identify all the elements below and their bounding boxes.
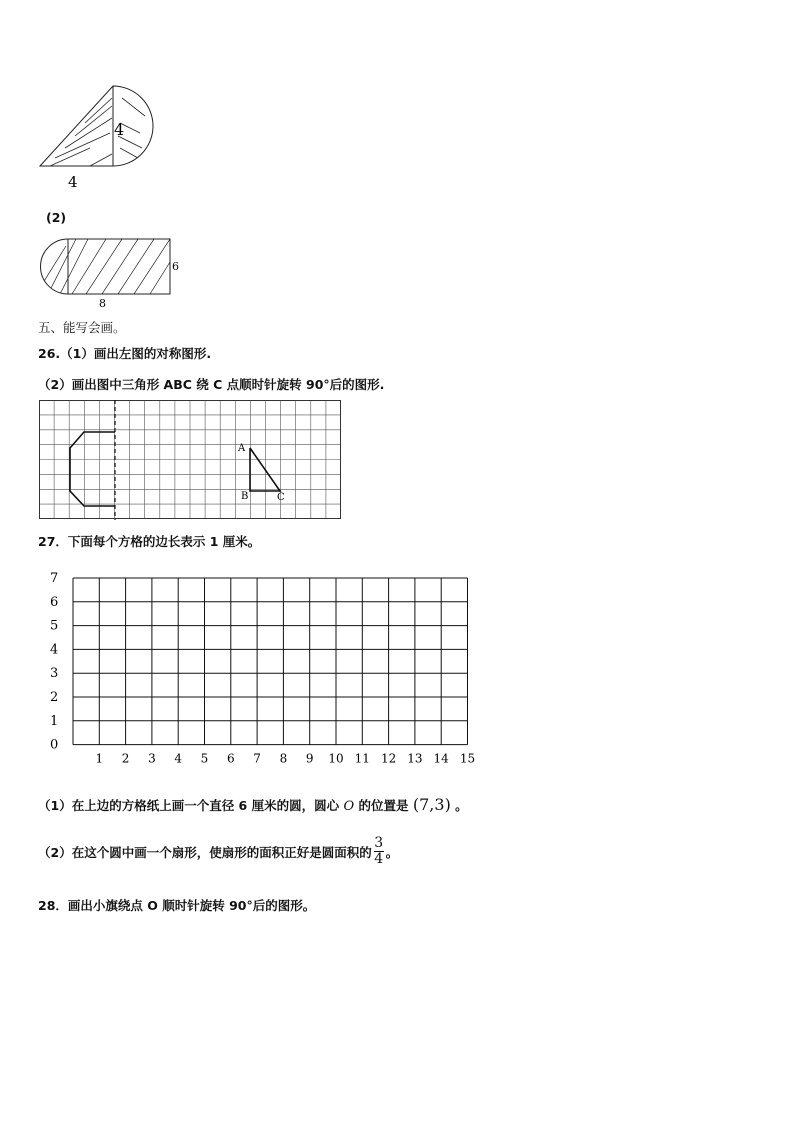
left-shape [70, 432, 115, 506]
x-tick-label: 4 [174, 751, 183, 766]
y-tick-label: 1 [50, 713, 59, 729]
q27-part2-prefix: （2）在这个圆中画一个扇形，使扇形的面积正好是圆面积的 [38, 844, 372, 860]
x-tick-label: 11 [354, 751, 370, 766]
figure-triangle-semicircle [30, 78, 170, 193]
x-tick-label: 1 [95, 751, 104, 766]
fraction-numerator: 3 [374, 835, 384, 851]
triangle-abc [250, 448, 280, 491]
y-tick-label: 3 [50, 666, 59, 682]
label-c: C [277, 492, 285, 503]
q27-part1-mid: 的位置是 [358, 798, 409, 813]
label-base: 4 [68, 173, 78, 191]
figure-rect-semicircle [36, 236, 186, 311]
x-tick-label: 15 [459, 751, 476, 766]
x-tick-label: 13 [407, 751, 423, 766]
x-tick-label: 7 [253, 751, 261, 766]
q27-part2 [38, 836, 398, 867]
y-tick-label: 7 [50, 571, 59, 586]
y-tick-label: 6 [50, 594, 59, 610]
q26-part2: （2）画出图中三角形 ABC 绕 C 点顺时针旋转 90°后的图形. [38, 377, 385, 392]
y-tick-label: 5 [50, 618, 59, 634]
x-tick-label: 12 [380, 751, 397, 766]
x-tick-label: 2 [121, 751, 130, 766]
q27-part2-end: 。 [385, 844, 399, 860]
label-b: B [241, 491, 249, 502]
label-length: 8 [99, 297, 106, 310]
part-label-2: (2) [46, 210, 67, 225]
label-a: A [238, 443, 246, 454]
q27-part1-end: 。 [455, 798, 468, 813]
outline [40, 86, 153, 166]
x-tick-label: 8 [279, 751, 288, 766]
y-tick-label: 2 [50, 690, 59, 705]
x-tick-label: 3 [148, 751, 156, 766]
hatching [36, 239, 170, 294]
section-title: 五、能写会画。 [38, 320, 126, 335]
q28-title: 28．画出小旗绕点 O 顺时针旋转 90°后的图形。 [38, 898, 316, 913]
fraction-denominator: 4 [374, 851, 384, 867]
y-tick-label: 0 [50, 737, 59, 753]
q26-grid [39, 400, 342, 520]
fraction [374, 836, 384, 867]
x-tick-label: 6 [226, 751, 235, 766]
q27-coord: (7,3) [412, 795, 451, 814]
q26-part1: 26.（1）画出左图的对称图形. [38, 346, 212, 361]
x-tick-label: 5 [200, 751, 209, 766]
label-height: 6 [172, 260, 179, 273]
label-side: 4 [114, 120, 125, 139]
hatching [50, 98, 145, 166]
x-tick-label: 10 [328, 751, 344, 766]
x-tick-label: 14 [433, 751, 449, 766]
y-tick-label: 4 [50, 642, 59, 658]
q27-grid [40, 565, 490, 770]
q27-var-o: O [343, 799, 355, 814]
q27-part1 [38, 795, 468, 814]
q27-title: 27．下面每个方格的边长表示 1 厘米。 [38, 534, 261, 549]
x-tick-label: 9 [305, 751, 314, 766]
q27-part1-prefix: （1）在上边的方格纸上画一个直径 6 厘米的圆，圆心 [38, 798, 340, 813]
